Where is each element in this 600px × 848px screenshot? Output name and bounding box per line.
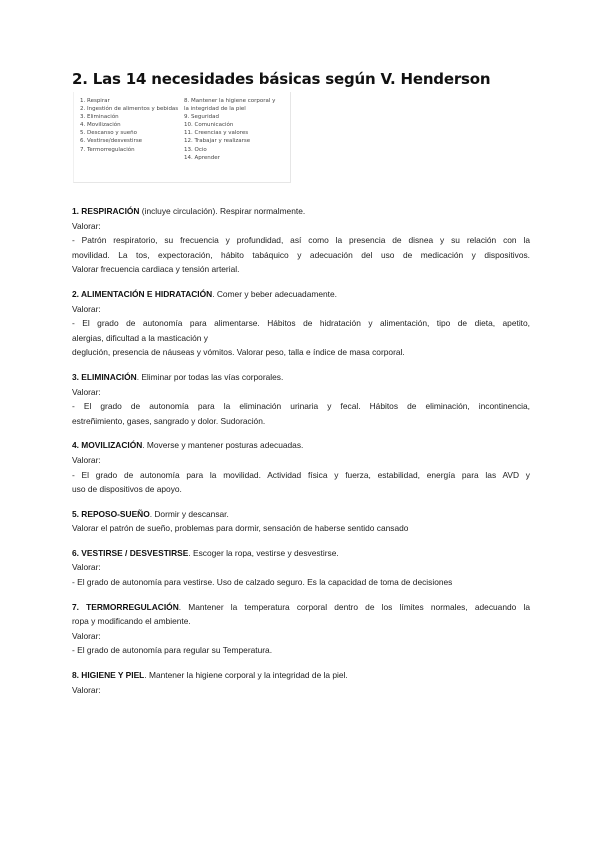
- section-heading: 1. RESPIRACIÓN: [72, 206, 140, 216]
- section-text-line: Valorar:: [72, 630, 101, 641]
- section-intro: . Eliminar por todas las vías corporales.: [136, 371, 284, 382]
- section-text-line: Valorar:: [72, 684, 101, 695]
- section-text-line: - El grado de autonomía para la eliminación urinaria y fecal. Hábitos de eliminación, incontinencia,: [72, 401, 530, 412]
- section-text-line: Valorar:: [72, 562, 101, 573]
- needs-table-item: 3. Eliminación: [80, 114, 119, 121]
- need-section: [72, 546, 530, 590]
- section-text-line: Valorar:: [72, 454, 101, 465]
- section-intro: (incluye circulación). Respirar normalmente.: [139, 206, 306, 216]
- section-heading: 5. REPOSO-SUEÑO: [72, 508, 150, 519]
- needs-table-left-column: [80, 97, 178, 154]
- need-section: [72, 287, 530, 360]
- section-heading: 7. TERMORREGULACIÓN: [72, 601, 179, 612]
- need-section: [72, 438, 530, 496]
- section-text-line: Valorar:: [72, 220, 101, 231]
- needs-table-item: 9. Seguridad: [184, 114, 219, 121]
- need-section: [72, 370, 530, 428]
- section-heading: 6. VESTIRSE / DESVESTIRSE: [72, 547, 189, 558]
- needs-table-item: 7. Termorregulación: [80, 146, 135, 153]
- section-text-line: Valorar frecuencia cardiaca y tensión arterial.: [72, 264, 240, 275]
- section-heading-line: [72, 370, 530, 385]
- section-heading: 8. HIGIENE Y PIEL: [72, 670, 145, 681]
- need-section: [72, 668, 530, 697]
- needs-table-item: 4. Movilización: [80, 122, 121, 129]
- needs-table-item: la integridad de la piel: [184, 106, 246, 113]
- section-text-line: - El grado de autonomía para la movilidad. Actividad física y fuerza, estabilidad, energía para las AVD y: [72, 469, 530, 480]
- section-text-line: estreñimiento, gases, sangrado y dolor. Sudoración.: [72, 415, 266, 426]
- document-body: [72, 204, 530, 707]
- section-intro: . Dormir y descansar.: [149, 508, 229, 519]
- needs-table-item: 12. Trabajar y realizarse: [184, 138, 251, 145]
- section-heading: 4. MOVILIZACIÓN: [72, 440, 143, 451]
- section-text-line: uso de dispositivos de apoyo.: [72, 484, 182, 495]
- needs-table-item: 1. Respirar: [80, 98, 110, 104]
- needs-table-image: [73, 92, 291, 183]
- section-text-line: Valorar:: [72, 303, 101, 314]
- needs-table-item: 11. Creencias y valores: [184, 130, 249, 137]
- need-section: [72, 600, 530, 658]
- section-text-line: - El grado de autonomía para regular su Temperatura.: [72, 645, 273, 656]
- section-heading-line: [72, 204, 530, 219]
- section-intro: . Comer y beber adecuadamente.: [212, 288, 337, 299]
- section-text-line: - El grado de autonomía para vestirse. Uso de calzado seguro. Es la capacidad de toma de decisiones: [72, 577, 453, 588]
- needs-table-item: 10. Comunicación: [184, 122, 234, 129]
- section-heading: 3. ELIMINACIÓN: [72, 371, 137, 382]
- section-text-line: - Patrón respiratorio, su frecuencia y profundidad, así como la presencia de disnea y su relación con la: [72, 235, 530, 246]
- section-text-line: alergias, dificultad a la masticación y: [72, 332, 208, 343]
- section-text-line: Valorar:: [72, 386, 101, 397]
- section-text-line: ropa y modificando el ambiente.: [72, 616, 191, 627]
- section-intro: . Moverse y mantener posturas adecuadas.: [142, 440, 304, 451]
- needs-table-item: 2. Ingestión de alimentos y bebidas: [80, 106, 179, 113]
- section-heading-line: [72, 438, 530, 453]
- page-title: 2. Las 14 necesidades básicas según V. Henderson: [72, 70, 491, 88]
- section-heading-line: [72, 546, 530, 561]
- section-heading-line: [72, 600, 530, 615]
- section-text-line: deglución, presencia de náuseas y vómitos. Valorar peso, talla e índice de masa corporal.: [72, 347, 405, 358]
- section-text-line: Valorar el patrón de sueño, problemas para dormir, sensación de haberse sentido cansado: [72, 523, 409, 534]
- need-section: [72, 507, 530, 536]
- section-text-line: - El grado de autonomía para alimentarse. Hábitos de hidratación y alimentación, tipo de dieta, apetito,: [72, 318, 530, 329]
- section-text-line: movilidad. La tos, expectoración, hábito tabáquico y adecuación del uso de medicación y dispositivos.: [72, 249, 530, 260]
- needs-table-item: 6. Vestirse/desvestirse: [80, 138, 143, 145]
- need-section: [72, 204, 530, 277]
- section-heading-line: [72, 287, 530, 302]
- needs-table-item: 13. Ocio: [184, 146, 207, 153]
- needs-table-item: 5. Descanso y sueño: [80, 130, 137, 137]
- section-intro: . Mantener la higiene corporal y la integridad de la piel.: [144, 670, 348, 681]
- needs-table-item: 8. Mantener la higiene corporal y: [184, 98, 276, 104]
- section-intro: . Escoger la ropa, vestirse y desvestirse.: [188, 547, 339, 558]
- needs-table-right-column: [184, 97, 275, 162]
- section-heading-line: [72, 668, 530, 683]
- needs-table-item: 14. Aprender: [184, 154, 220, 161]
- section-heading: 2. ALIMENTACIÓN E HIDRATACIÓN: [72, 288, 213, 299]
- section-intro: . Mantener la temperatura corporal dentro de los límites normales, adecuando la: [178, 601, 530, 612]
- section-heading-line: [72, 507, 530, 522]
